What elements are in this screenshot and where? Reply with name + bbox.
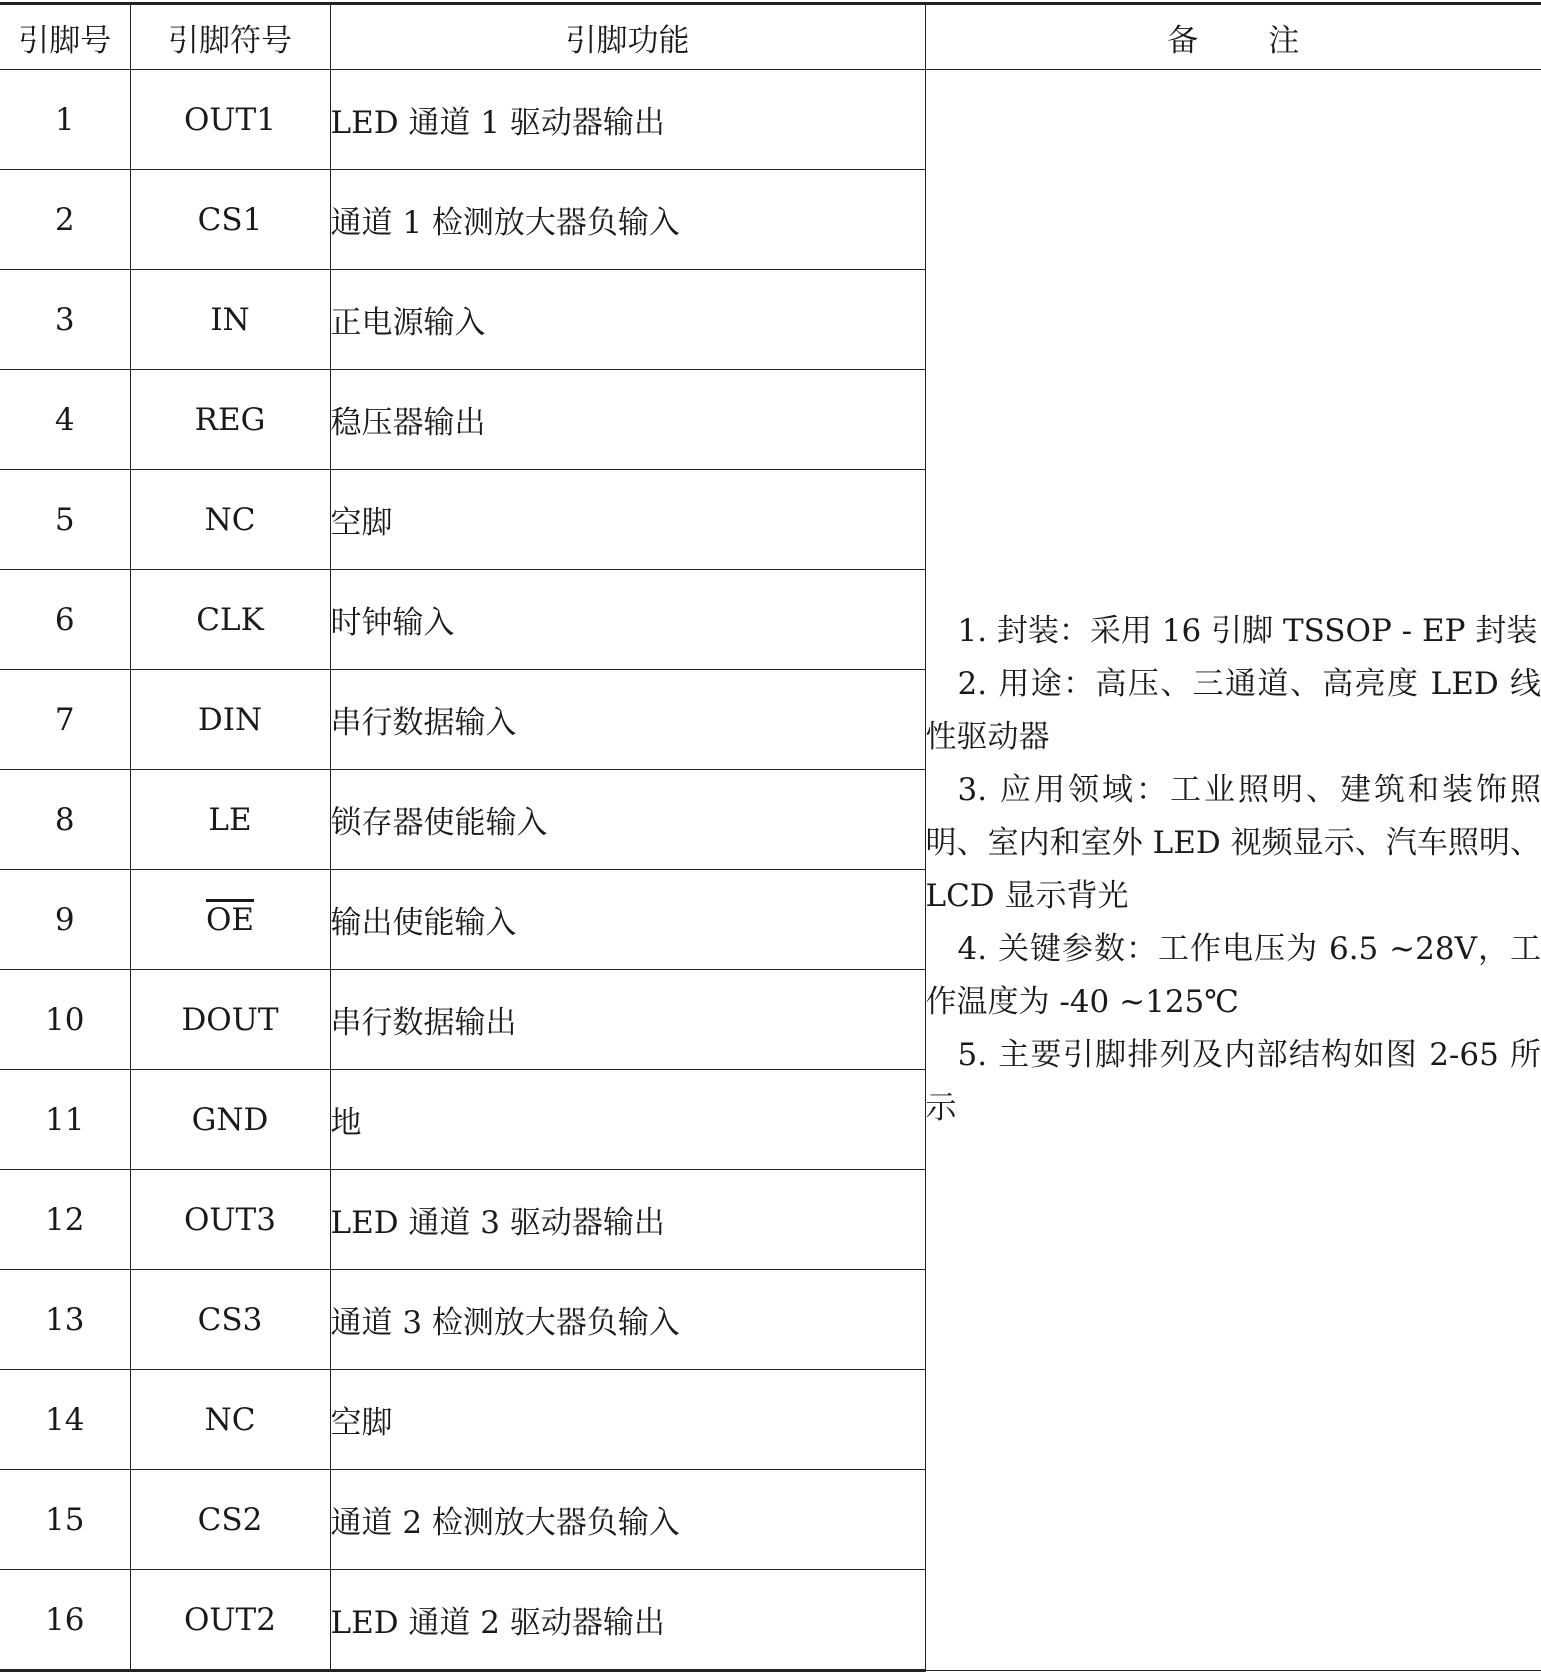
pin-number: 14 bbox=[0, 1370, 130, 1470]
pin-function: 输出使能输入 bbox=[330, 870, 925, 970]
pin-function: 通道 3 检测放大器负输入 bbox=[330, 1270, 925, 1370]
header-pin-function: 引脚功能 bbox=[330, 4, 925, 70]
pin-function: 时钟输入 bbox=[330, 570, 925, 670]
pin-number: 9 bbox=[0, 870, 130, 970]
pin-symbol: NC bbox=[130, 1370, 330, 1470]
pin-function: LED 通道 2 驱动器输出 bbox=[330, 1570, 925, 1671]
remark-item: 1. 封装：采用 16 引脚 TSSOP - EP 封装 bbox=[957, 613, 1538, 649]
pin-number: 6 bbox=[0, 570, 130, 670]
pin-symbol: DIN bbox=[130, 670, 330, 770]
pin-number: 1 bbox=[0, 70, 130, 170]
pin-symbol bbox=[130, 870, 330, 970]
pin-symbol: OUT1 bbox=[130, 70, 330, 170]
pin-symbol: CLK bbox=[130, 570, 330, 670]
pin-number: 2 bbox=[0, 170, 130, 270]
remark-item: 5. 主要引脚排列及内部结构如图 2-65 所示 bbox=[925, 1037, 1541, 1126]
header-pin-number: 引脚号 bbox=[0, 4, 130, 70]
pin-number: 13 bbox=[0, 1270, 130, 1370]
pin-number: 12 bbox=[0, 1170, 130, 1270]
pin-number: 10 bbox=[0, 970, 130, 1070]
pin-symbol: GND bbox=[130, 1070, 330, 1170]
pin-symbol: DOUT bbox=[130, 970, 330, 1070]
pin-function: 稳压器输出 bbox=[330, 370, 925, 470]
pin-function: 锁存器使能输入 bbox=[330, 770, 925, 870]
pin-number: 3 bbox=[0, 270, 130, 370]
pin-symbol: NC bbox=[130, 470, 330, 570]
pin-number: 15 bbox=[0, 1470, 130, 1570]
pin-function: 通道 2 检测放大器负输入 bbox=[330, 1470, 925, 1570]
remark-item: 3. 应用领域：工业照明、建筑和装饰照明、室内和室外 LED 视频显示、汽车照明、LCD 显示背光 bbox=[925, 772, 1541, 914]
pin-symbol: CS1 bbox=[130, 170, 330, 270]
pin-number: 4 bbox=[0, 370, 130, 470]
pin-symbol: OUT2 bbox=[130, 1570, 330, 1671]
pin-function: LED 通道 1 驱动器输出 bbox=[330, 70, 925, 170]
pin-function: 正电源输入 bbox=[330, 270, 925, 370]
pin-function: 空脚 bbox=[330, 1370, 925, 1470]
remark-item: 4. 关键参数：工作电压为 6.5 ~28V，工作温度为 -40 ~125℃ bbox=[925, 931, 1541, 1020]
header-pin-symbol: 引脚符号 bbox=[130, 4, 330, 70]
pin-function: 串行数据输入 bbox=[330, 670, 925, 770]
pin-function: 空脚 bbox=[330, 470, 925, 570]
pin-symbol: IN bbox=[130, 270, 330, 370]
pin-number: 11 bbox=[0, 1070, 130, 1170]
pin-number: 7 bbox=[0, 670, 130, 770]
pin-symbol: LE bbox=[130, 770, 330, 870]
pin-symbol: CS2 bbox=[130, 1470, 330, 1570]
pin-function: 通道 1 检测放大器负输入 bbox=[330, 170, 925, 270]
pin-table bbox=[0, 2, 1541, 1672]
table-row bbox=[0, 70, 1541, 170]
pin-number: 5 bbox=[0, 470, 130, 570]
pin-number: 8 bbox=[0, 770, 130, 870]
pin-number: 16 bbox=[0, 1570, 130, 1671]
pin-symbol: CS3 bbox=[130, 1270, 330, 1370]
pin-function: LED 通道 3 驱动器输出 bbox=[330, 1170, 925, 1270]
pin-function: 地 bbox=[330, 1070, 925, 1170]
remarks-list bbox=[926, 605, 1541, 1135]
active-low-symbol: $\overline{OE}$ bbox=[205, 901, 255, 938]
pin-symbol: REG bbox=[130, 370, 330, 470]
remark-item: 2. 用途：高压、三通道、高亮度 LED 线性驱动器 bbox=[925, 666, 1541, 755]
pin-symbol: OUT3 bbox=[130, 1170, 330, 1270]
header-remarks: 备注 bbox=[925, 4, 1541, 70]
pin-function: 串行数据输出 bbox=[330, 970, 925, 1070]
header-row bbox=[0, 4, 1541, 70]
remarks-cell bbox=[925, 70, 1541, 1671]
